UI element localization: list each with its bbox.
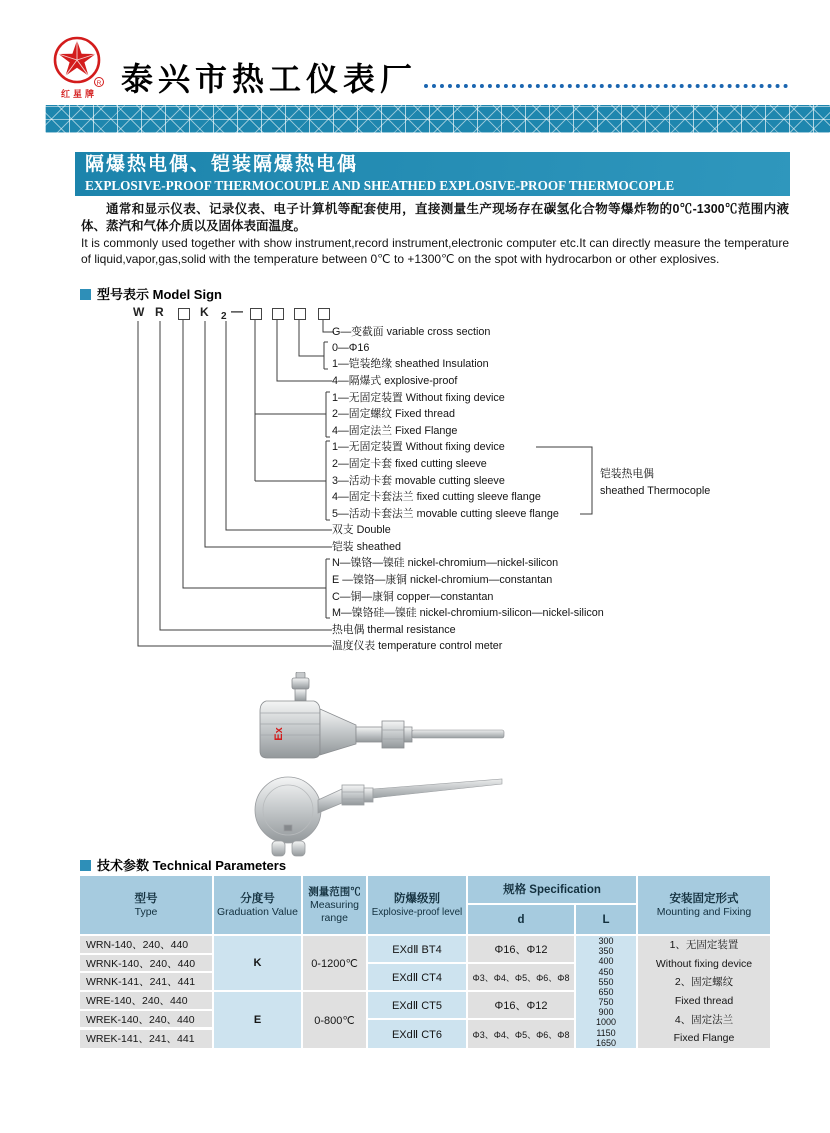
col-expl-en: Explosive-proof level (371, 906, 463, 918)
section-square-icon (80, 289, 91, 300)
model-label: M—镍铬硅—镍硅 nickel-chromium-silicon—nickel-silicon (332, 607, 604, 619)
l-value: 1150 (596, 1027, 616, 1038)
col-header-l (576, 905, 636, 934)
mounting-cell (638, 936, 770, 1048)
device-explosive-proof (260, 672, 504, 758)
table-row-type: WRN-140、240、440 (80, 936, 212, 953)
section-square-icon (80, 860, 91, 871)
d-spec-cell: Φ3、Φ4、Φ5、Φ6、Φ8 (468, 1020, 574, 1048)
col-l: L (602, 913, 610, 926)
col-header-explosive (368, 876, 466, 934)
l-value: 900 (598, 1007, 614, 1018)
col-header-graduation (214, 876, 301, 934)
model-label: 1—铠装绝缘 sheathed Insulation (332, 358, 489, 370)
explosive-level-cell: EXdⅡ CT4 (368, 964, 466, 990)
model-label: 2—固定螺纹 Fixed thread (332, 408, 456, 420)
col-grad-en: Graduation Value (217, 905, 298, 918)
brand-name: 红星牌 (60, 89, 97, 99)
red-star-logo (45, 30, 115, 92)
mounting-line: 1、无固定装置 (669, 939, 739, 952)
col-header-range (303, 876, 366, 934)
tech-heading-zh: 技术参数 (97, 858, 150, 873)
col-type-zh: 型号 (134, 892, 158, 905)
explosive-level-cell: EXdⅡ CT6 (368, 1020, 466, 1048)
technical-parameters-table (80, 876, 770, 1048)
sheathed-note-zh: 铠装热电偶 (600, 468, 654, 480)
product-title-zh: 隔爆热电偶、铠装隔爆热电偶 (85, 154, 359, 175)
code-subscript-2: 2 (221, 311, 227, 322)
range-cell: 0-800℃ (303, 992, 366, 1048)
d-spec-cell: Φ3、Φ4、Φ5、Φ6、Φ8 (468, 964, 574, 990)
ex-mark: Ex (273, 727, 285, 741)
mounting-line: 4、固定法兰 (674, 1013, 734, 1026)
company-name: 泰兴市热工仪表厂 (121, 61, 418, 97)
model-label: 3—活动卡套 movable cutting sleeve (332, 475, 505, 487)
graduation-cell: K (214, 936, 301, 990)
explosive-level-cell: EXdⅡ BT4 (368, 936, 466, 962)
intro-zh: 通常和显示仪表、记录仪表、电子计算机等配套使用，直接测量生产现场存在碳氢化合物等爆炸物的0℃-1300℃范围内液体、蒸汽和气体介质以及固体表面温度。 (81, 202, 789, 233)
d-spec-cell: Φ16、Φ12 (468, 936, 574, 962)
model-label: N—镍铬—镍硅 nickel-chromium—nickel-silicon (332, 557, 559, 569)
explosive-level-cell: EXdⅡ CT5 (368, 992, 466, 1018)
col-d: d (517, 913, 525, 926)
model-label: 热电偶 thermal resistance (332, 624, 456, 636)
l-value: 550 (598, 976, 614, 987)
model-label: E —镍铬—康铜 nickel-chromium—constantan (332, 574, 553, 586)
mounting-line: 2、固定螺纹 (674, 976, 734, 989)
sheathed-note-en: sheathed Thermocople (600, 485, 711, 497)
device-sheathed (255, 777, 502, 856)
code-letter-r: R (155, 305, 164, 319)
l-value: 650 (598, 986, 614, 997)
table-row-type: WRNK-140、240、440 (80, 955, 212, 972)
graduation-cell: E (214, 992, 301, 1048)
col-mount-en: Mounting and Fixing (656, 905, 752, 918)
intro-paragraph (81, 201, 789, 267)
l-spec-cell (576, 936, 636, 1048)
l-value: 1650 (595, 1037, 617, 1048)
table-row-type: WRE-140、240、440 (80, 992, 212, 1009)
model-label: C—铜—康铜 copper—constantan (332, 591, 494, 603)
model-label: 5—活动卡套法兰 movable cutting sleeve flange (332, 508, 559, 520)
l-value: 450 (598, 966, 614, 977)
model-label: 温度仪表 temperature control meter (332, 640, 503, 652)
model-label: 1—无固定装置 Without fixing device (332, 441, 505, 453)
model-label: 4—隔爆式 explosive-proof (332, 375, 458, 387)
col-range-zh: 测量范围℃ (308, 886, 361, 898)
product-title-en: EXPLOSIVE-PROOF THERMOCOUPLE AND SHEATHED EXPLOSIVE-PROOF THERMOCOPLE (85, 178, 675, 193)
col-range-en1: Measuring (309, 899, 360, 911)
col-header-mounting (638, 876, 770, 934)
col-mount-zh: 安装固定形式 (669, 892, 739, 905)
model-label: 4—固定法兰 Fixed Flange (332, 425, 458, 437)
model-label: 2—固定卡套 fixed cutting sleeve (332, 458, 487, 470)
header-dotted-rule (424, 84, 788, 88)
l-value: 400 (598, 956, 614, 967)
tech-params-heading (80, 855, 286, 874)
decorative-lattice-band (45, 105, 830, 133)
product-title-bar (75, 152, 790, 196)
l-value: 300 (598, 936, 614, 947)
col-header-spec (468, 876, 636, 903)
model-label: 4—固定卡套法兰 fixed cutting sleeve flange (332, 491, 541, 503)
model-sign-heading-zh: 型号表示 (97, 287, 150, 302)
l-value: 1000 (595, 1017, 617, 1028)
col-expl-zh: 防爆级别 (394, 892, 440, 905)
code-dash: — (231, 304, 243, 318)
model-label: 1—无固定装置 Without fixing device (332, 392, 505, 404)
thermocouple-illustrations (230, 672, 530, 857)
col-spec: 规格 Specification (503, 883, 601, 896)
model-label: 0—Φ16 (332, 342, 370, 354)
d-spec-cell: Φ16、Φ12 (468, 992, 574, 1018)
mounting-line: Fixed thread (674, 995, 734, 1007)
code-letter-w: W (133, 305, 145, 319)
l-value: 750 (598, 997, 614, 1008)
table-row-type: WRNK-141、241、441 (80, 973, 212, 990)
table-row-type: WREK-140、240、440 (80, 1011, 212, 1028)
range-cell: 0-1200℃ (303, 936, 366, 990)
mounting-line: Without fixing device (655, 957, 753, 970)
table-row-type: WREK-141、241、441 (80, 1030, 212, 1049)
code-letter-k: K (200, 305, 209, 319)
col-grad-zh: 分度号 (240, 892, 275, 905)
svg-text:R: R (96, 80, 102, 87)
tech-heading-en: Technical Parameters (152, 858, 287, 873)
model-label: 铠装 sheathed (332, 541, 402, 553)
mounting-line: Fixed Flange (673, 1032, 735, 1045)
col-type-en: Type (134, 905, 158, 918)
col-range-en2: range (321, 912, 348, 924)
col-header-type (80, 876, 212, 934)
model-sign-heading-en: Model Sign (152, 287, 222, 302)
col-header-d (468, 905, 574, 934)
model-label: 双支 Double (332, 524, 391, 536)
intro-en: It is commonly used together with show instrument,record instrument,electronic computer etc.It can directly measure the temperature of liquid,vapor,gas,solid with the temperature between 0℃ to +1300℃ on the spot with hydrocarbon or other explosives. (81, 236, 789, 266)
l-value: 350 (598, 946, 614, 957)
model-label: G—变截面 variable cross section (332, 326, 491, 338)
